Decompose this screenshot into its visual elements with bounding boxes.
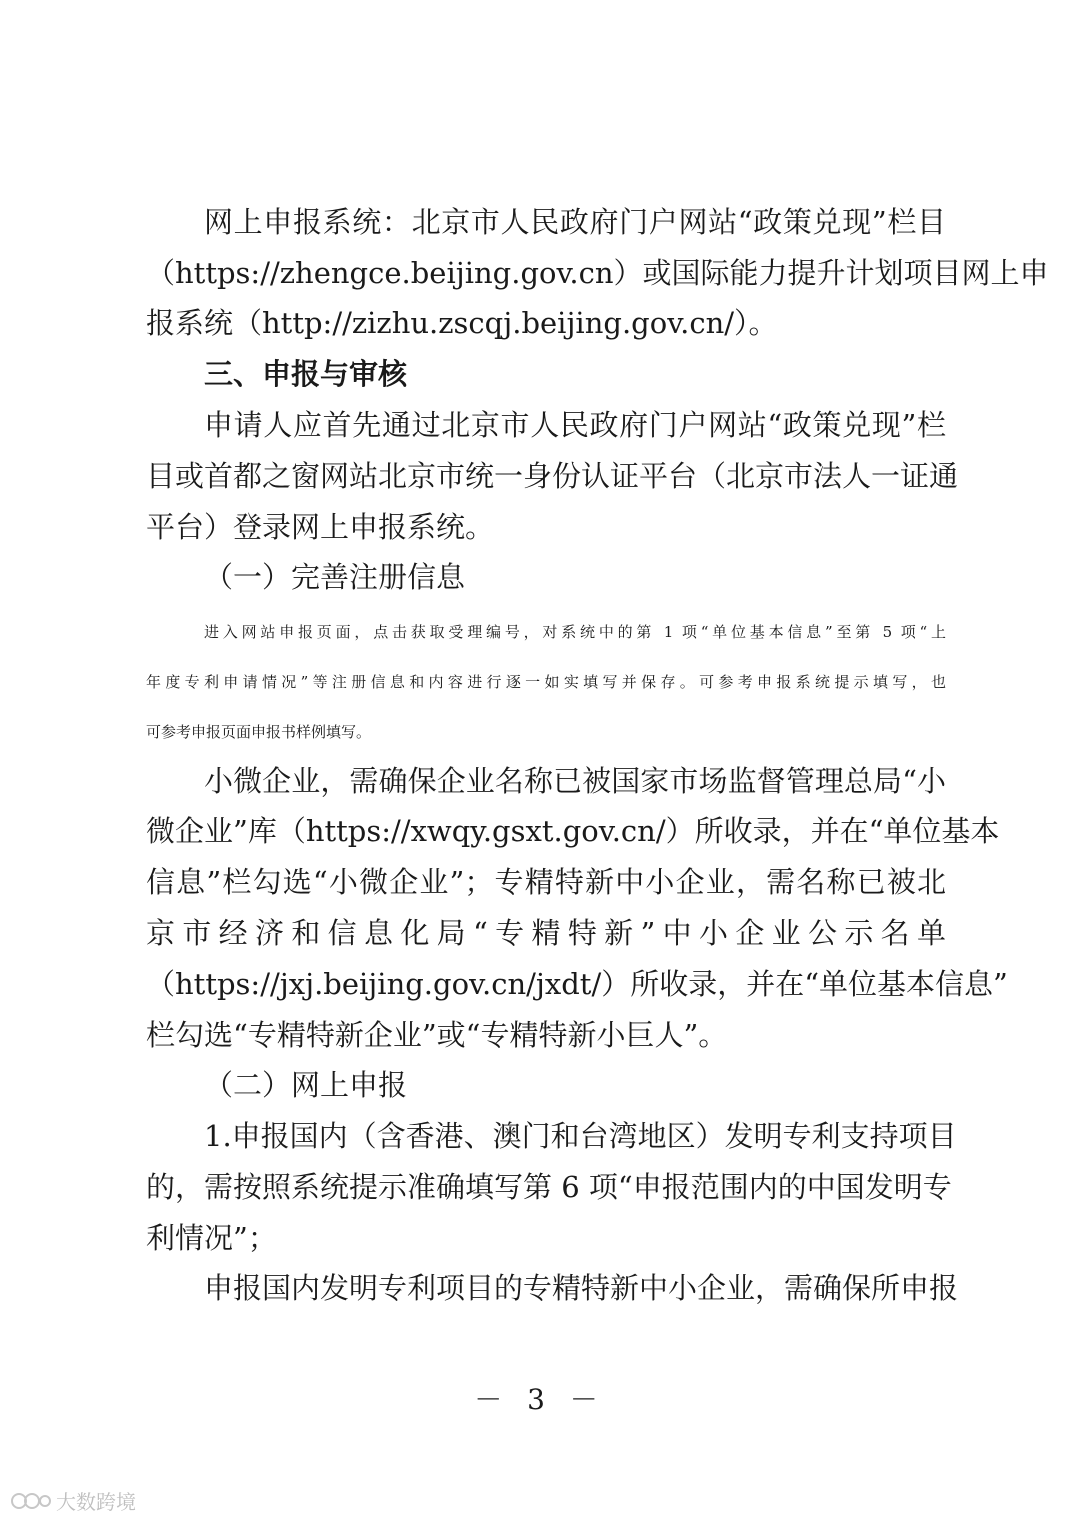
paragraph-line: 微企业”库（https://xwqy.gsxt.gov.cn/）所收录，并在“单位基本 xyxy=(146,814,1000,848)
paragraph-line: 京市经济和信息化局“专精特新”中小企业公示名单 xyxy=(146,916,946,950)
paragraph-line: 目或首都之窗网站北京市统一身份认证平台（北京市法人一证通 xyxy=(146,459,959,493)
paragraph-line: 栏勾选“专精特新企业”或“专精特新小巨人”。 xyxy=(146,1018,728,1052)
section-heading: 三、申报与审核 xyxy=(204,357,408,391)
small-paragraph-line: 年度专利申请情况”等注册信息和内容进行逐一如实填写并保存。可参考申报系统提示填写，也 xyxy=(146,673,946,691)
small-paragraph-line: 进入网站申报页面，点击获取受理编号，对系统中的第 1 项“单位基本信息”至第 5 项“上 xyxy=(204,623,946,641)
paragraph-line: 网上申报系统：北京市人民政府门户网站“政策兑现”栏目 xyxy=(204,205,946,239)
paragraph-line: 小微企业，需确保企业名称已被国家市场监督管理总局“小 xyxy=(204,764,946,798)
paragraph-line: 的，需按照系统提示准确填写第 6 项“申报范围内的中国发明专 xyxy=(146,1170,952,1204)
paragraph-line: 申报国内发明专利项目的专精特新中小企业，需确保所申报 xyxy=(204,1271,959,1305)
paragraph-line: 1.申报国内（含香港、澳门和台湾地区）发明专利支持项目 xyxy=(204,1119,957,1153)
watermark xyxy=(10,1486,136,1515)
watermark-text: 大数跨境 xyxy=(56,1490,136,1514)
paragraph-line: 平台）登录网上申报系统。 xyxy=(146,510,495,544)
paragraph-line: （https://zhengce.beijing.gov.cn）或国际能力提升计划项目网上申 xyxy=(146,256,1049,290)
small-paragraph-line: 可参考申报页面申报书样例填写。 xyxy=(146,723,372,741)
brand-logo-icon xyxy=(10,1490,52,1512)
subsection-heading: （一）完善注册信息 xyxy=(204,560,466,594)
paragraph-line: 利情况”； xyxy=(146,1221,277,1255)
page-number: － 3 － xyxy=(474,1383,606,1416)
subsection-heading: （二）网上申报 xyxy=(204,1068,408,1102)
paragraph-line: 报系统（http://zizhu.zscqj.beijing.gov.cn/）。 xyxy=(146,306,778,340)
paragraph-line: （https://jxj.beijing.gov.cn/jxdt/）所收录，并在“单位基本信息” xyxy=(146,967,1008,1001)
paragraph-line: 信息”栏勾选“小微企业”；专精特新中小企业，需名称已被北 xyxy=(146,865,946,899)
paragraph-line: 申请人应首先通过北京市人民政府门户网站“政策兑现”栏 xyxy=(204,408,946,442)
